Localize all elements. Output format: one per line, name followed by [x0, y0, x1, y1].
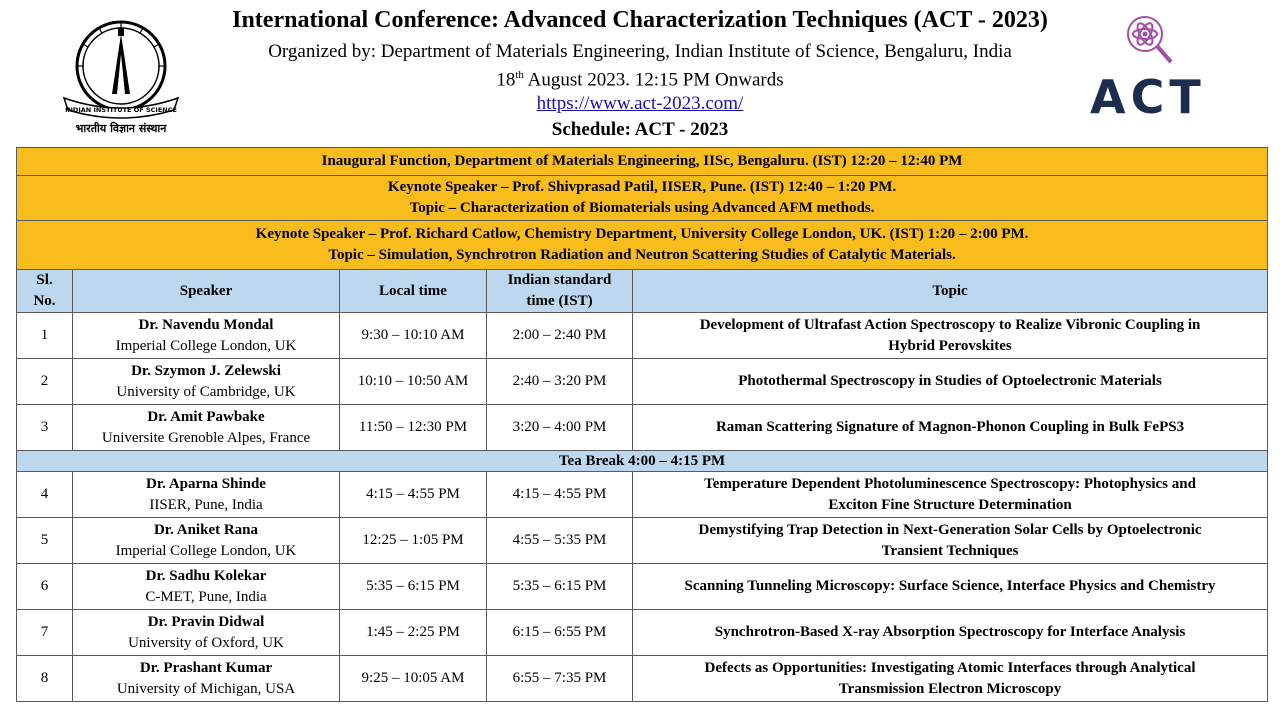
iisc-hindi-name: भारतीय विज्ञान संस्थान	[75, 122, 167, 135]
keynote2-band	[17, 221, 1268, 270]
topic-line-1: Scanning Tunneling Microscopy: Surface Science, Interface Physics and Chemistry	[684, 578, 1216, 594]
keynote1-band	[17, 176, 1268, 221]
speaker-name: Dr. Aniket Rana	[153, 521, 259, 538]
topic-line-1: Synchrotron-Based X-ray Absorption Spectroscopy for Interface Analysis	[714, 624, 1186, 640]
speaker-name: Dr. Prashant Kumar	[139, 659, 273, 676]
topic-line-2: Transmission Electron Microscopy	[838, 680, 1062, 697]
col-ist-line2: time (IST)	[526, 293, 593, 309]
topic-cell	[633, 359, 1268, 405]
topic-cell	[633, 313, 1268, 359]
conference-url-link[interactable]: https://www.act-2023.com/	[536, 93, 744, 115]
keynote1-topic: Topic – Characterization of Biomaterials using Advanced AFM methods.	[409, 200, 875, 216]
date-suffix: th	[515, 69, 524, 81]
atom-magnifier-icon	[1085, 12, 1225, 72]
topic-line-1: Demystifying Trap Detection in Next-Generation Solar Cells by Optoelectronic	[698, 521, 1202, 538]
event-date	[180, 64, 1100, 91]
topic-line-2: Hybrid Perovskites	[888, 337, 1012, 354]
iisc-logo	[56, 14, 186, 138]
rows-before-break	[17, 313, 1268, 451]
speaker-affiliation: University of Oxford, UK	[128, 634, 284, 651]
sl-number: 4	[17, 472, 73, 518]
keynote1-cell	[17, 176, 1268, 221]
date-rest: August 2023. 12:15 PM Onwards	[523, 69, 784, 91]
speaker-cell	[73, 656, 340, 702]
speaker-cell	[73, 564, 340, 610]
speaker-affiliation: University of Michigan, USA	[116, 680, 296, 697]
col-local-time: Local time	[340, 270, 487, 313]
speaker-cell	[73, 313, 340, 359]
topic-cell	[633, 564, 1268, 610]
table-row	[17, 656, 1268, 702]
sl-number: 1	[17, 313, 73, 359]
inaugural-text: Inaugural Function, Department of Materials Engineering, IISc, Bengaluru. (IST) 12:20 – 12:40 PM	[17, 148, 1268, 176]
speaker-cell	[73, 610, 340, 656]
speaker-name: Dr. Navendu Mondal	[138, 316, 274, 333]
table-row	[17, 472, 1268, 518]
table-row	[17, 610, 1268, 656]
col-sl-line2: No.	[33, 293, 56, 309]
ist-time: 6:15 – 6:55 PM	[487, 610, 633, 656]
ist-time: 2:00 – 2:40 PM	[487, 313, 633, 359]
table-row	[17, 313, 1268, 359]
keynote1-speaker: Keynote Speaker – Prof. Shivprasad Patil, IISER, Pune. (IST) 12:40 – 1:20 PM.	[387, 179, 897, 195]
act-logo	[1085, 12, 1225, 122]
sl-number: 3	[17, 405, 73, 451]
speaker-cell	[73, 472, 340, 518]
table-header-row	[17, 270, 1268, 313]
topic-line-2: Exciton Fine Structure Determination	[828, 496, 1072, 513]
keynote2-topic: Topic – Simulation, Synchrotron Radiation and Neutron Scattering Studies of Catalytic Materials.	[328, 247, 956, 263]
local-time: 4:15 – 4:55 PM	[340, 472, 487, 518]
page-header	[180, 4, 1100, 141]
speaker-name: Dr. Szymon J. Zelewski	[131, 362, 281, 379]
topic-line-1: Temperature Dependent Photoluminescence Spectroscopy: Photophysics and	[704, 475, 1196, 492]
tea-break-text: Tea Break 4:00 – 4:15 PM	[17, 451, 1268, 472]
col-speaker: Speaker	[73, 270, 340, 313]
local-time: 12:25 – 1:05 PM	[340, 518, 487, 564]
schedule-title: Schedule: ACT - 2023	[551, 119, 729, 141]
ist-time: 5:35 – 6:15 PM	[487, 564, 633, 610]
date-day: 18	[496, 69, 516, 91]
local-time: 9:30 – 10:10 AM	[340, 313, 487, 359]
local-time: 11:50 – 12:30 PM	[340, 405, 487, 451]
rows-after-break	[17, 472, 1268, 702]
ist-time: 3:20 – 4:00 PM	[487, 405, 633, 451]
topic-cell	[633, 656, 1268, 702]
sl-number: 5	[17, 518, 73, 564]
col-topic: Topic	[633, 270, 1268, 313]
inaugural-band	[17, 148, 1268, 176]
topic-cell	[633, 472, 1268, 518]
topic-line-2: Transient Techniques	[881, 542, 1019, 559]
speaker-affiliation: IISER, Pune, India	[149, 496, 263, 513]
col-sl-line1: Sl.	[36, 272, 53, 288]
sl-number: 6	[17, 564, 73, 610]
speaker-cell	[73, 405, 340, 451]
table-row	[17, 405, 1268, 451]
local-time: 10:10 – 10:50 AM	[340, 359, 487, 405]
ist-time: 6:55 – 7:35 PM	[487, 656, 633, 702]
speaker-cell	[73, 359, 340, 405]
sl-number: 7	[17, 610, 73, 656]
speaker-affiliation: Universite Grenoble Alpes, France	[101, 429, 311, 446]
col-ist-line1: Indian standard	[507, 272, 612, 288]
col-ist	[487, 270, 633, 313]
tea-break-row	[17, 451, 1268, 472]
speaker-affiliation: Imperial College London, UK	[115, 337, 297, 354]
iisc-emblem	[56, 14, 186, 122]
speaker-affiliation: University of Cambridge, UK	[116, 383, 296, 400]
topic-line-1: Raman Scattering Signature of Magnon-Phonon Coupling in Bulk FePS3	[715, 419, 1185, 435]
speaker-name: Dr. Sadhu Kolekar	[145, 567, 267, 584]
speaker-affiliation: C-MET, Pune, India	[145, 588, 267, 605]
topic-cell	[633, 610, 1268, 656]
ist-time: 4:55 – 5:35 PM	[487, 518, 633, 564]
speaker-name: Dr. Aparna Shinde	[146, 475, 266, 492]
speaker-cell	[73, 518, 340, 564]
col-sl-no	[17, 270, 73, 313]
conference-title: International Conference: Advanced Characterization Techniques (ACT - 2023)	[232, 7, 1048, 33]
ist-time: 2:40 – 3:20 PM	[487, 359, 633, 405]
speaker-name: Dr. Pravin Didwal	[147, 613, 265, 630]
ist-time: 4:15 – 4:55 PM	[487, 472, 633, 518]
sl-number: 8	[17, 656, 73, 702]
local-time: 1:45 – 2:25 PM	[340, 610, 487, 656]
speaker-affiliation: Imperial College London, UK	[115, 542, 297, 559]
local-time: 5:35 – 6:15 PM	[340, 564, 487, 610]
topic-cell	[633, 405, 1268, 451]
table-row	[17, 564, 1268, 610]
organized-by: Organized by: Department of Materials Engineering, Indian Institute of Science, Bengaluru, India	[268, 41, 1012, 62]
local-time: 9:25 – 10:05 AM	[340, 656, 487, 702]
schedule-table	[16, 147, 1268, 702]
table-row	[17, 359, 1268, 405]
iisc-ring-text: INDIAN INSTITUTE OF SCIENCE	[65, 106, 177, 114]
topic-line-1: Development of Ultrafast Action Spectroscopy to Realize Vibronic Coupling in	[699, 316, 1201, 333]
speaker-name: Dr. Amit Pawbake	[147, 408, 265, 425]
act-logo-text: ACT	[1090, 70, 1206, 124]
topic-line-1: Defects as Opportunities: Investigating Atomic Interfaces through Analytical	[704, 659, 1196, 676]
table-row	[17, 518, 1268, 564]
keynote2-cell	[17, 221, 1268, 270]
topic-line-1: Photothermal Spectroscopy in Studies of Optoelectronic Materials	[738, 373, 1162, 389]
topic-cell	[633, 518, 1268, 564]
keynote2-speaker: Keynote Speaker – Prof. Richard Catlow, Chemistry Department, University College London, UK. (IST) 1:20 – 2:00 PM.	[255, 226, 1029, 242]
sl-number: 2	[17, 359, 73, 405]
